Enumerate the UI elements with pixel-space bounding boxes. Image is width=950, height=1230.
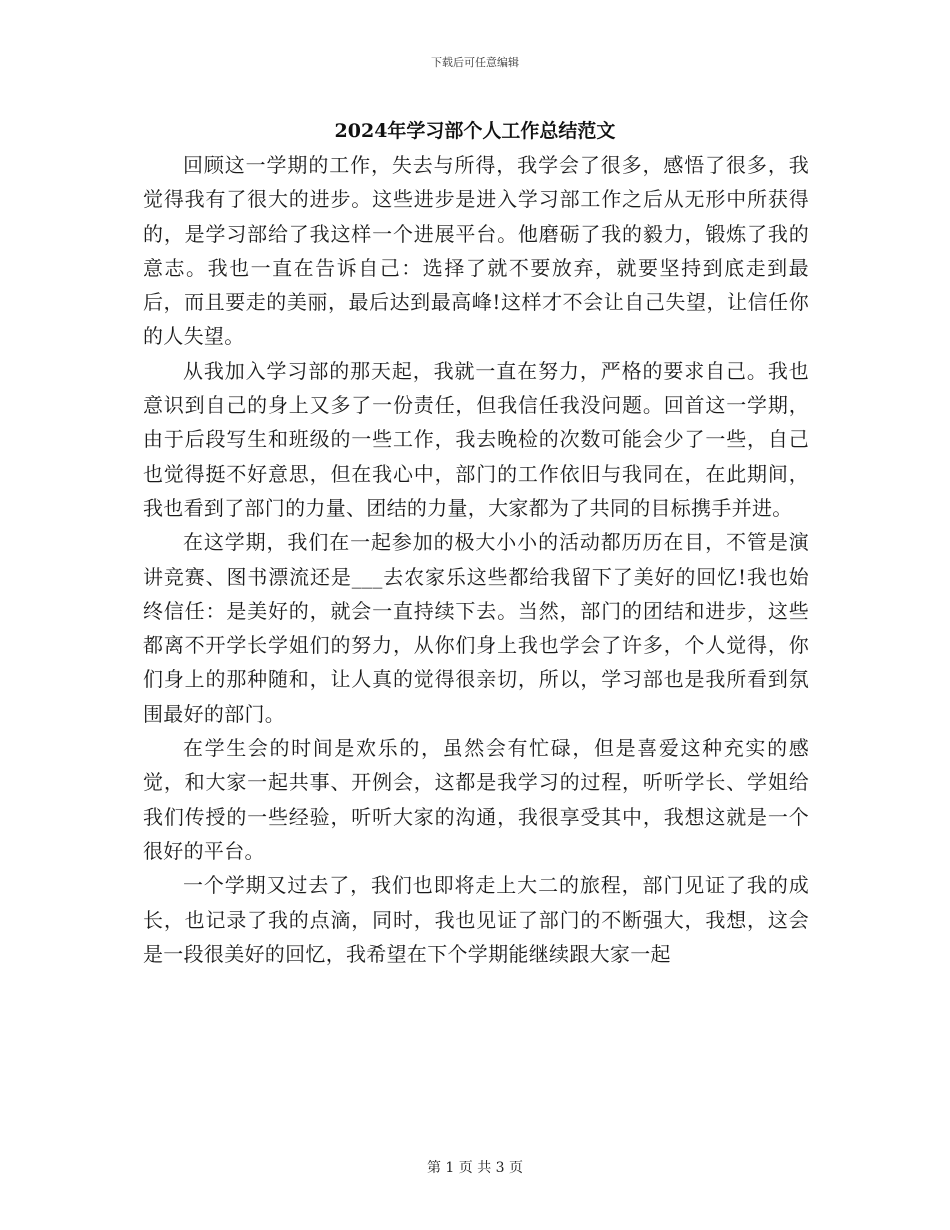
paragraph-4: 在学生会的时间是欢乐的，虽然会有忙碌，但是喜爱这种充实的感觉，和大家一起共事、开例会，这都是我学习的过程，听听学长、学姐给我们传授的一些经验，听听大家的沟通，我很享受其中，我想这就是一个很好的平台。 [143,736,809,863]
paragraph-2: 从我加入学习部的那天起，我就一直在努力，严格的要求自己。我也意识到自己的身上又多了一份责任，但我信任我没问题。回首这一学期，由于后段写生和班级的一些工作，我去晚检的次数可能会少了一些，自己也觉得挺不好意思，但在我心中，部门的工作依旧与我同在，在此期间，我也看到了部门的力量、团结的力量，大家都为了共同的目标携手并进。 [143,358,809,520]
paragraph-5: 一个学期又过去了，我们也即将走上大二的旅程，部门见证了我的成长，也记录了我的点滴，同时，我也见证了部门的不断强大，我想，这会是一段很美好的回忆，我希望在下个学期能继续跟大家一起 [143,873,809,966]
paragraph-3: 在这学期，我们在一起参加的极大小小的活动都历历在目，不管是演讲竞赛、图书漂流还是___去农家乐这些都给我留下了美好的回忆!我也始终信任：是美好的，就会一直持续下去。当然，部门的团结和进步，这些都离不开学长学姐们的努力，从你们身上我也学会了许多，个人觉得，你们身上的那种随和，让人真的觉得很亲切，所以，学习部也是我所看到氛围最好的部门。 [143,530,809,726]
page-header-note: 下载后可任意编辑 [431,56,519,69]
page-number-footer: 第 1 页 共 3 页 [426,1160,524,1176]
document-title: 2024年学习部个人工作总结范文 [334,120,616,142]
paragraph-1: 回顾这一学期的工作，失去与所得，我学会了很多，感悟了很多，我觉得我有了很大的进步。这些进步是进入学习部工作之后从无形中所获得的，是学习部给了我这样一个进展平台。他磨砺了我的毅力，锻炼了我的意志。我也一直在告诉自己：选择了就不要放弃，就要坚持到底走到最后，而且要走的美丽，最后达到最高峰!这样才不会让自己失望，让信任你的人失望。 [143,153,809,349]
document-body [143,148,809,971]
